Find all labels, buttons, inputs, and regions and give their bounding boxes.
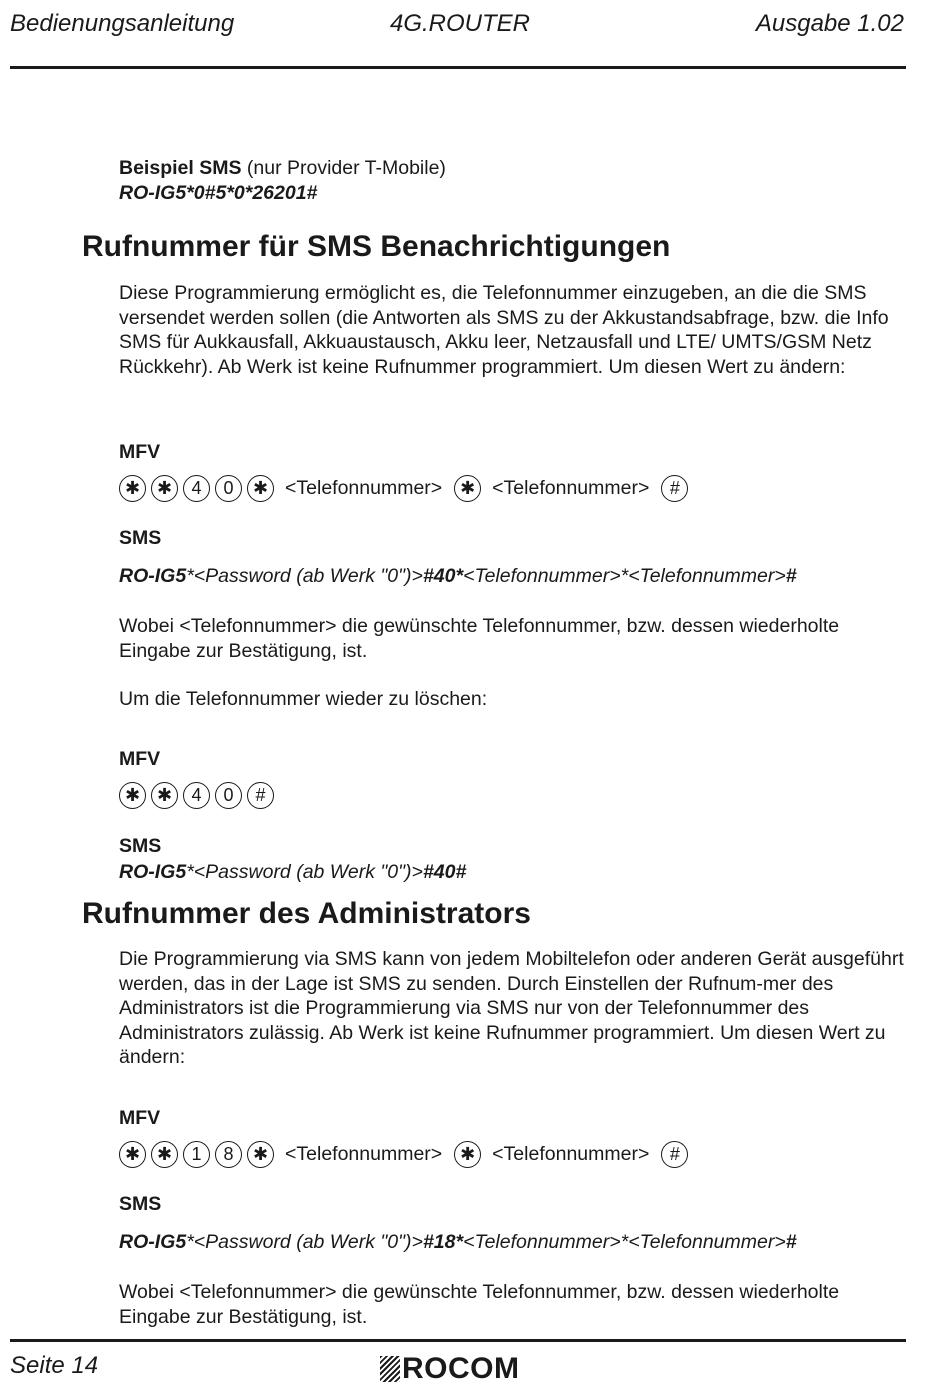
section2-mfv-label: MFV xyxy=(119,1107,161,1129)
star-key-icon: ✱ xyxy=(454,475,481,502)
phone-number-placeholder: <Telefonnummer> xyxy=(285,476,443,499)
section2-sms-command: RO-IG5*<Password (ab Werk "0")>#18*<Telefonnummer>*<Telefonnummer># xyxy=(119,1231,797,1253)
star-key-icon: ✱ xyxy=(247,475,274,502)
phone-number-placeholder: <Telefonnummer> xyxy=(492,476,650,499)
section1-mfv-label: MFV xyxy=(119,441,161,463)
section1-delete-text: Um die Telefonnummer wieder zu löschen: xyxy=(119,688,488,710)
header-rule xyxy=(10,66,906,69)
digit-8-key-icon: 8 xyxy=(215,1141,242,1168)
example-sms-label: Beispiel SMS xyxy=(119,157,242,179)
digit-1-key-icon: 1 xyxy=(183,1141,210,1168)
section1-mfv-key-sequence xyxy=(119,472,693,504)
section-title-administrator-number: Rufnummer des Administrators xyxy=(82,897,531,930)
section1-delete-mfv-label: MFV xyxy=(119,748,161,770)
footer-page-number: Seite 14 xyxy=(10,1352,99,1379)
star-key-icon: ✱ xyxy=(119,475,146,502)
header-product-name: 4G.ROUTER xyxy=(390,10,531,37)
hash-key-icon: # xyxy=(661,475,688,502)
section1-intro-paragraph: Diese Programmierung ermöglicht es, die Telefonnummer einzugeben, an die die SMS versendet werden sollen (die Antworten als SMS zu der Akkustandsabfrage, bzw. die Info SMS für Aukkausfall, Akkuaustausch, Akku leer, Netzausfall und LTE/ UMTS/GSM Netz Rückkehr). Ab Werk ist keine Rufnummer programmiert. Um diesen Wert zu ändern: xyxy=(119,282,889,378)
header-edition: Ausgabe 1.02 xyxy=(755,10,904,37)
section-title-sms-notification-number: Rufnummer für SMS Benachrichtigungen xyxy=(82,230,671,263)
section1-delete-key-sequence xyxy=(119,779,279,811)
example-sms-code: RO-IG5*0#5*0*26201# xyxy=(119,182,318,204)
hash-key-icon: # xyxy=(247,782,274,809)
section2-mfv-key-sequence xyxy=(119,1138,693,1170)
section1-sms-label: SMS xyxy=(119,527,162,549)
rocom-logo-text: ROCOM xyxy=(402,1352,520,1385)
header-manual-title: Bedienungsanleitung xyxy=(10,10,235,37)
star-key-icon: ✱ xyxy=(119,1141,146,1168)
phone-number-placeholder: <Telefonnummer> xyxy=(285,1142,443,1165)
example-sms-line xyxy=(119,156,909,181)
digit-4-key-icon: 4 xyxy=(183,782,210,809)
section2-sms-label: SMS xyxy=(119,1193,162,1215)
star-key-icon: ✱ xyxy=(119,782,146,809)
section2-intro-paragraph: Die Programmierung via SMS kann von jedem Mobiltelefon oder anderen Gerät ausgeführt werden, das in der Lage ist SMS zu senden. Durch Einstellen der Rufnum-mer des Administrators ist die Programmierung via SMS nur von der Telefonnummer des Administrators zulässig. Ab Werk ist keine Rufnummer programmiert. Um diesen Wert zu ändern: xyxy=(119,948,904,1068)
hash-key-icon: # xyxy=(661,1141,688,1168)
phone-number-placeholder: <Telefonnummer> xyxy=(492,1142,650,1165)
section1-note: Wobei <Telefonnummer> die gewünschte Telefonnummer, bzw. dessen wiederholte Eingabe zur Bestätigung, ist. xyxy=(119,615,840,662)
star-key-icon: ✱ xyxy=(454,1141,481,1168)
section1-delete-sms-label: SMS xyxy=(119,835,162,857)
star-key-icon: ✱ xyxy=(247,1141,274,1168)
digit-0-key-icon: 0 xyxy=(215,782,242,809)
example-sms-note: (nur Provider T-Mobile) xyxy=(241,157,446,179)
digit-0-key-icon: 0 xyxy=(215,475,242,502)
star-key-icon: ✱ xyxy=(151,1141,178,1168)
digit-4-key-icon: 4 xyxy=(183,475,210,502)
star-key-icon: ✱ xyxy=(151,782,178,809)
section2-note: Wobei <Telefonnummer> die gewünschte Telefonnummer, bzw. dessen wiederholte Eingabe zur Bestätigung, ist. xyxy=(119,1281,840,1328)
rocom-logo-icon xyxy=(380,1356,400,1382)
section1-sms-command: RO-IG5*<Password (ab Werk "0")>#40*<Telefonnummer>*<Telefonnummer># xyxy=(119,565,797,587)
footer-rule xyxy=(10,1339,906,1342)
rocom-logo xyxy=(380,1352,520,1386)
star-key-icon: ✱ xyxy=(151,475,178,502)
section1-delete-sms-command: RO-IG5*<Password (ab Werk "0")>#40# xyxy=(119,861,467,883)
